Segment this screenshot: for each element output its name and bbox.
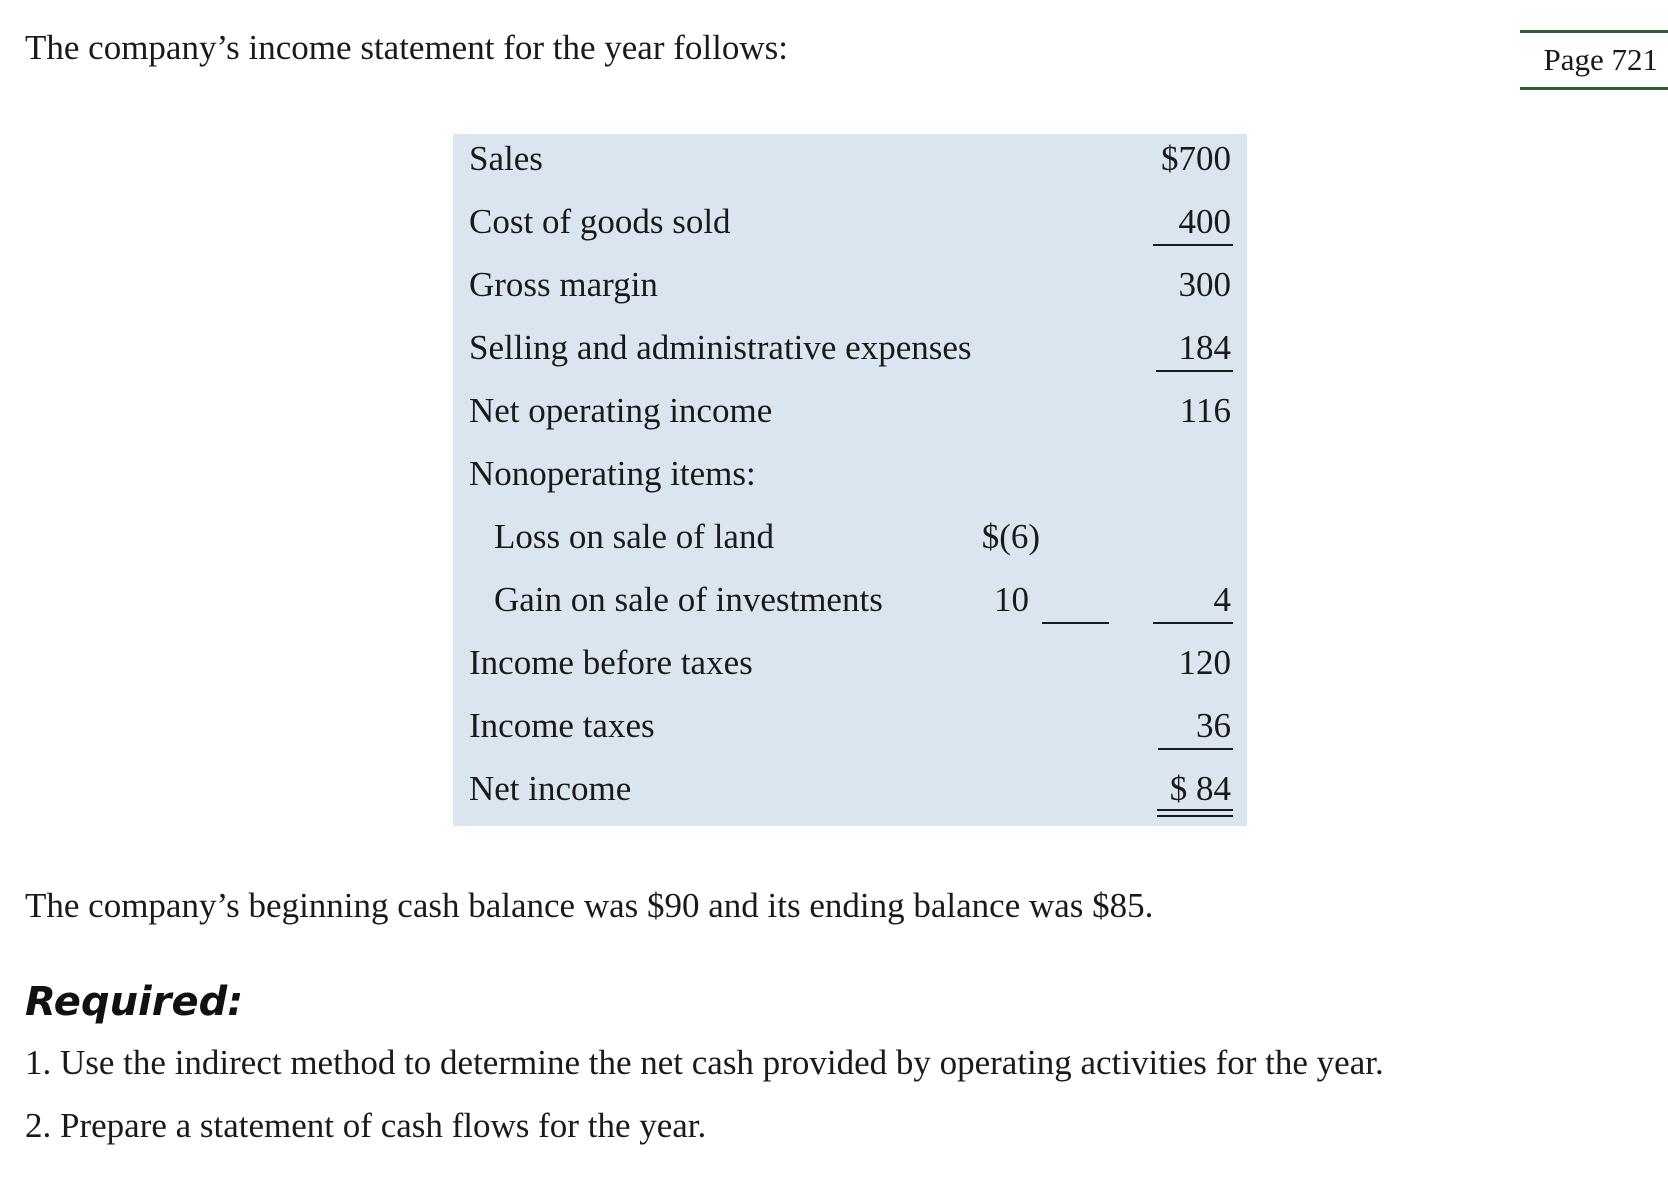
subtotal-rule: [1153, 622, 1233, 624]
total-double-rule: [1157, 809, 1233, 817]
subtotal-rule: [1042, 622, 1109, 624]
statement-row-sales: [453, 134, 1247, 197]
cash-balance-text: The company’s beginning cash balance was $90 and its ending balance was $85.: [25, 886, 1154, 925]
income-statement-table: [453, 134, 1247, 826]
row-amount: $ 84: [1169, 769, 1231, 808]
row-subamount: $(6): [981, 517, 1040, 556]
row-label: Gross margin: [469, 265, 658, 304]
row-amount: 300: [1178, 265, 1231, 304]
required-heading: Required:: [25, 979, 244, 1025]
subtotal-rule: [1156, 370, 1233, 372]
statement-row-net-income: [453, 764, 1247, 827]
required-item: 1. Use the indirect method to determine the net cash provided by operating activities for the year.: [25, 1043, 1384, 1082]
page-number-label: Page 721: [1520, 30, 1668, 90]
row-amount: 116: [1179, 391, 1231, 430]
statement-row-cost-of-goods-sold: [453, 197, 1247, 260]
statement-row-gain-on-sale-of-investments: [453, 575, 1247, 638]
subtotal-rule: [1153, 244, 1233, 246]
row-label: Net income: [469, 769, 632, 808]
row-label: Sales: [469, 139, 543, 178]
row-amount: $700: [1161, 139, 1231, 178]
row-amount: 400: [1178, 202, 1231, 241]
row-amount: 120: [1178, 643, 1231, 682]
row-amount: 4: [1213, 580, 1231, 619]
statement-row-loss-on-sale-of-land: [453, 512, 1247, 575]
intro-text: The company’s income statement for the year follows:: [25, 28, 788, 67]
row-amount: 36: [1196, 706, 1231, 745]
row-label: Income before taxes: [469, 643, 753, 682]
row-amount: 184: [1178, 328, 1231, 367]
row-subamount: 10: [994, 580, 1029, 619]
statement-row-income-taxes: [453, 701, 1247, 764]
statement-row-gross-margin: [453, 260, 1247, 323]
statement-row-net-operating-income: [453, 386, 1247, 449]
statement-row-income-before-taxes: [453, 638, 1247, 701]
row-label: Cost of goods sold: [469, 202, 731, 241]
statement-row-nonoperating-items: [453, 449, 1247, 512]
required-item: 2. Prepare a statement of cash flows for the year.: [25, 1106, 707, 1145]
row-label: Gain on sale of investments: [494, 580, 883, 619]
row-label: Selling and administrative expenses: [469, 328, 972, 367]
row-label: Loss on sale of land: [494, 517, 774, 556]
subtotal-rule: [1158, 748, 1233, 750]
row-label: Net operating income: [469, 391, 773, 430]
row-label: Income taxes: [469, 706, 655, 745]
statement-row-selling-admin-expenses: [453, 323, 1247, 386]
row-label: Nonoperating items:: [469, 454, 756, 493]
